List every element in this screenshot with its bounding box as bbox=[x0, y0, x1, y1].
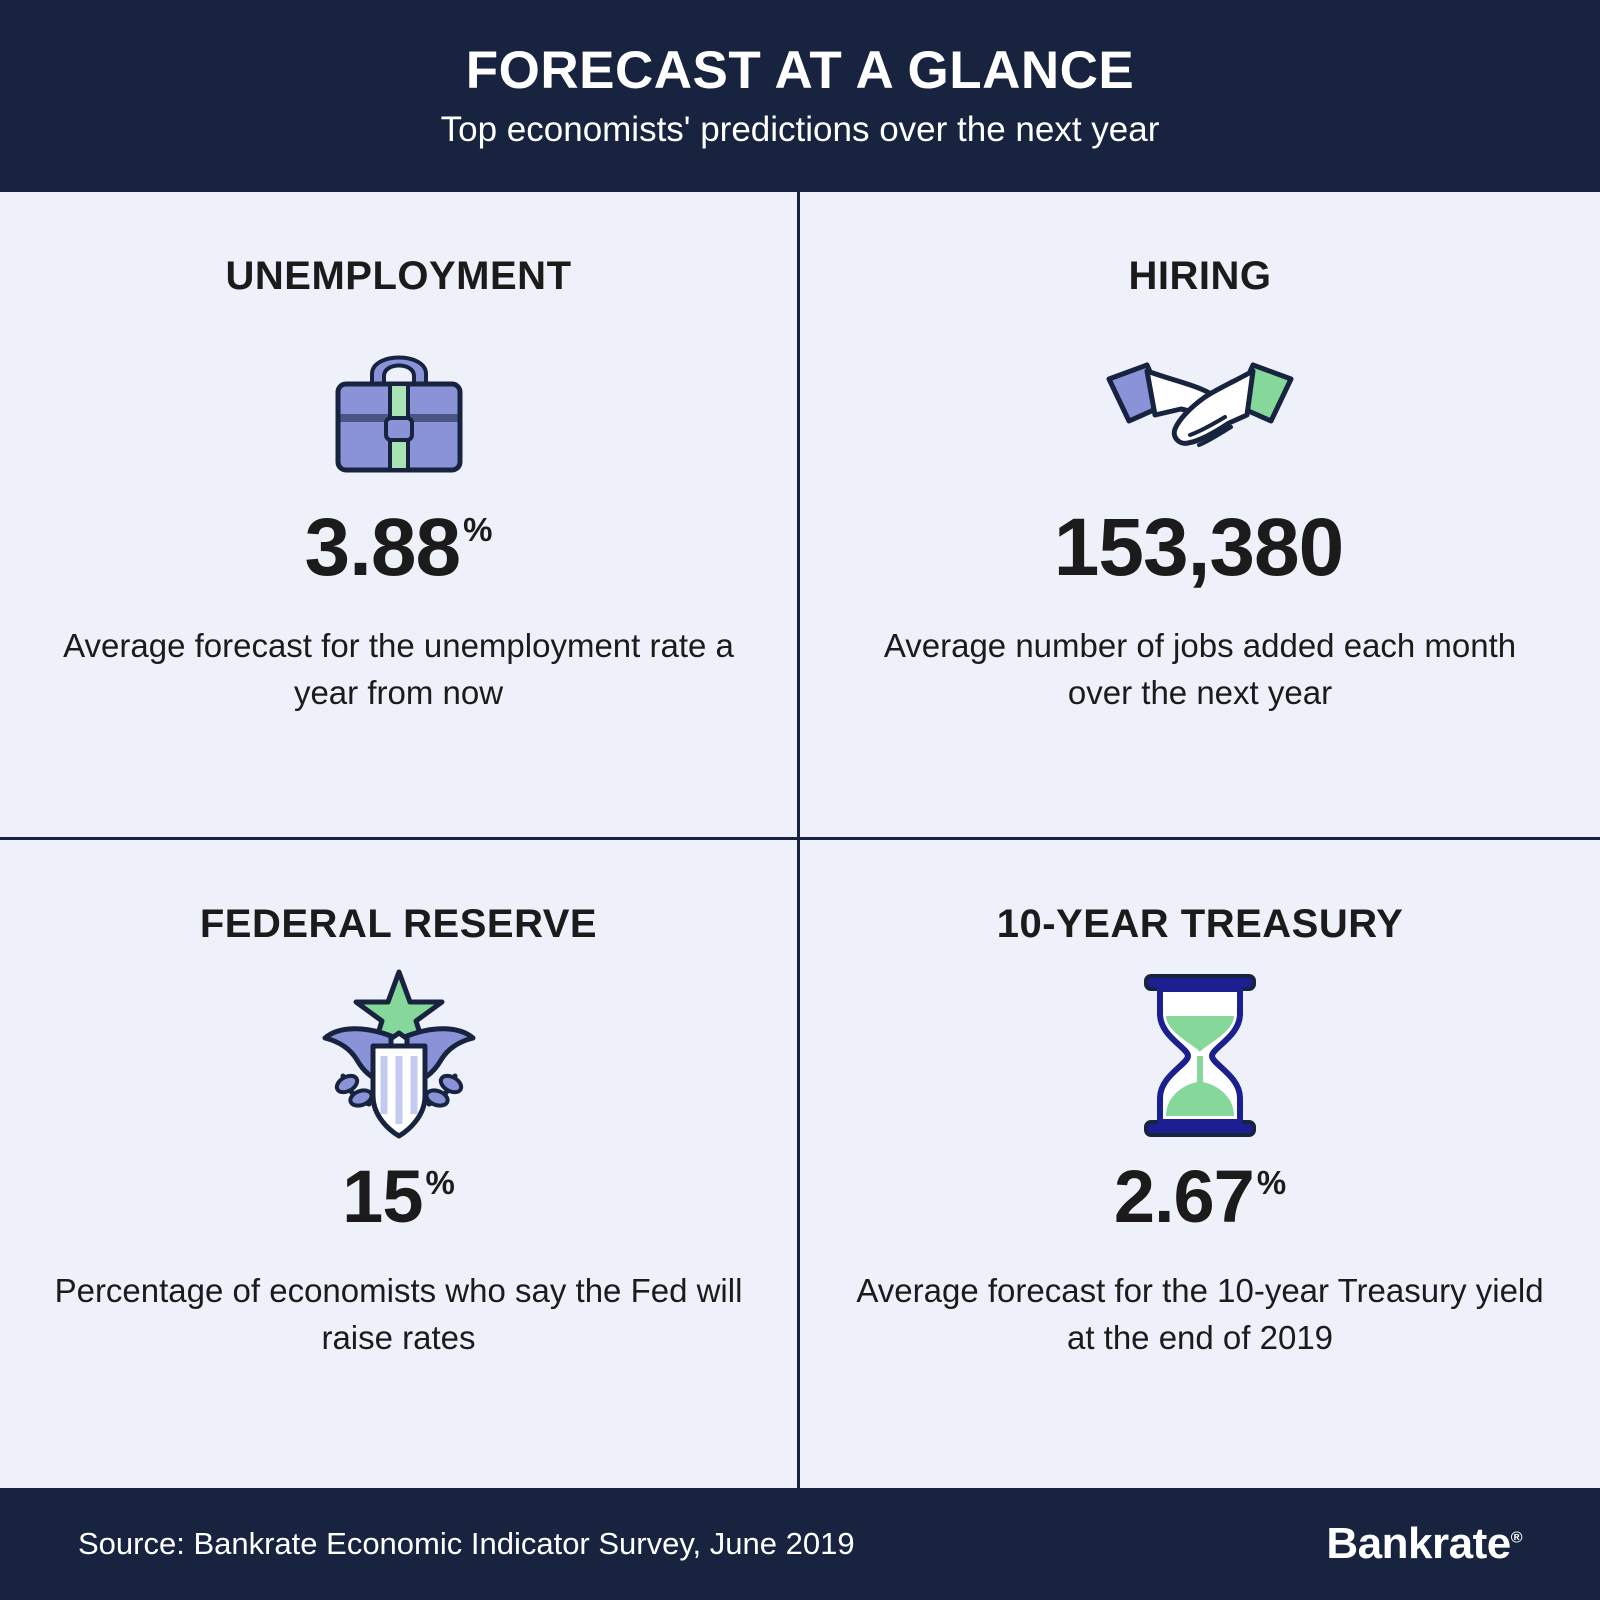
bankrate-logo bbox=[1326, 1519, 1522, 1569]
stat-value: 2.67 bbox=[1113, 1155, 1254, 1238]
stat-value-group bbox=[304, 502, 493, 593]
brand-name: Bankrate bbox=[1326, 1519, 1511, 1568]
stat-value: 153,380 bbox=[1053, 502, 1344, 593]
stat-description: Average forecast for the 10-year Treasury yield at the end of 2019 bbox=[856, 1272, 1544, 1356]
handshake-icon bbox=[1095, 311, 1305, 501]
stat-description: Average number of jobs added each month over the next year bbox=[883, 627, 1517, 711]
page-title: FORECAST AT A GLANCE bbox=[465, 40, 1135, 100]
stat-value: 15 bbox=[342, 1155, 423, 1238]
stat-card-title: FEDERAL RESERVE bbox=[199, 902, 598, 946]
stat-card-federal-reserve bbox=[0, 840, 800, 1488]
stat-card-title: UNEMPLOYMENT bbox=[225, 254, 572, 298]
stat-description: Percentage of economists who say the Fed will raise rates bbox=[54, 1272, 743, 1356]
stat-card-10-year-treasury bbox=[800, 840, 1600, 1488]
stat-suffix: % bbox=[425, 1164, 455, 1201]
stat-grid bbox=[0, 192, 1600, 1488]
header bbox=[0, 0, 1600, 192]
brand-trademark: ® bbox=[1510, 1529, 1522, 1547]
stat-value-group bbox=[1053, 502, 1346, 593]
stat-card-title: 10-YEAR TREASURY bbox=[996, 902, 1404, 946]
stat-suffix: % bbox=[463, 511, 493, 548]
briefcase-icon bbox=[304, 311, 494, 501]
hourglass-icon bbox=[1120, 959, 1280, 1154]
federal-reserve-crest-icon bbox=[299, 959, 499, 1154]
stat-description: Average forecast for the unemployment rate a year from now bbox=[63, 627, 734, 711]
stat-value-group bbox=[1113, 1155, 1287, 1238]
stat-card-title: HIRING bbox=[1128, 254, 1272, 298]
stat-suffix: % bbox=[1256, 1164, 1287, 1201]
stat-card-hiring bbox=[800, 192, 1600, 840]
stat-value-group bbox=[342, 1155, 455, 1238]
footer bbox=[0, 1488, 1600, 1600]
stat-card-unemployment bbox=[0, 192, 800, 840]
stat-value: 3.88 bbox=[304, 502, 461, 593]
page-subtitle: Top economists' predictions over the next year bbox=[440, 109, 1160, 149]
source-text: Source: Bankrate Economic Indicator Survey, June 2019 bbox=[78, 1526, 855, 1561]
